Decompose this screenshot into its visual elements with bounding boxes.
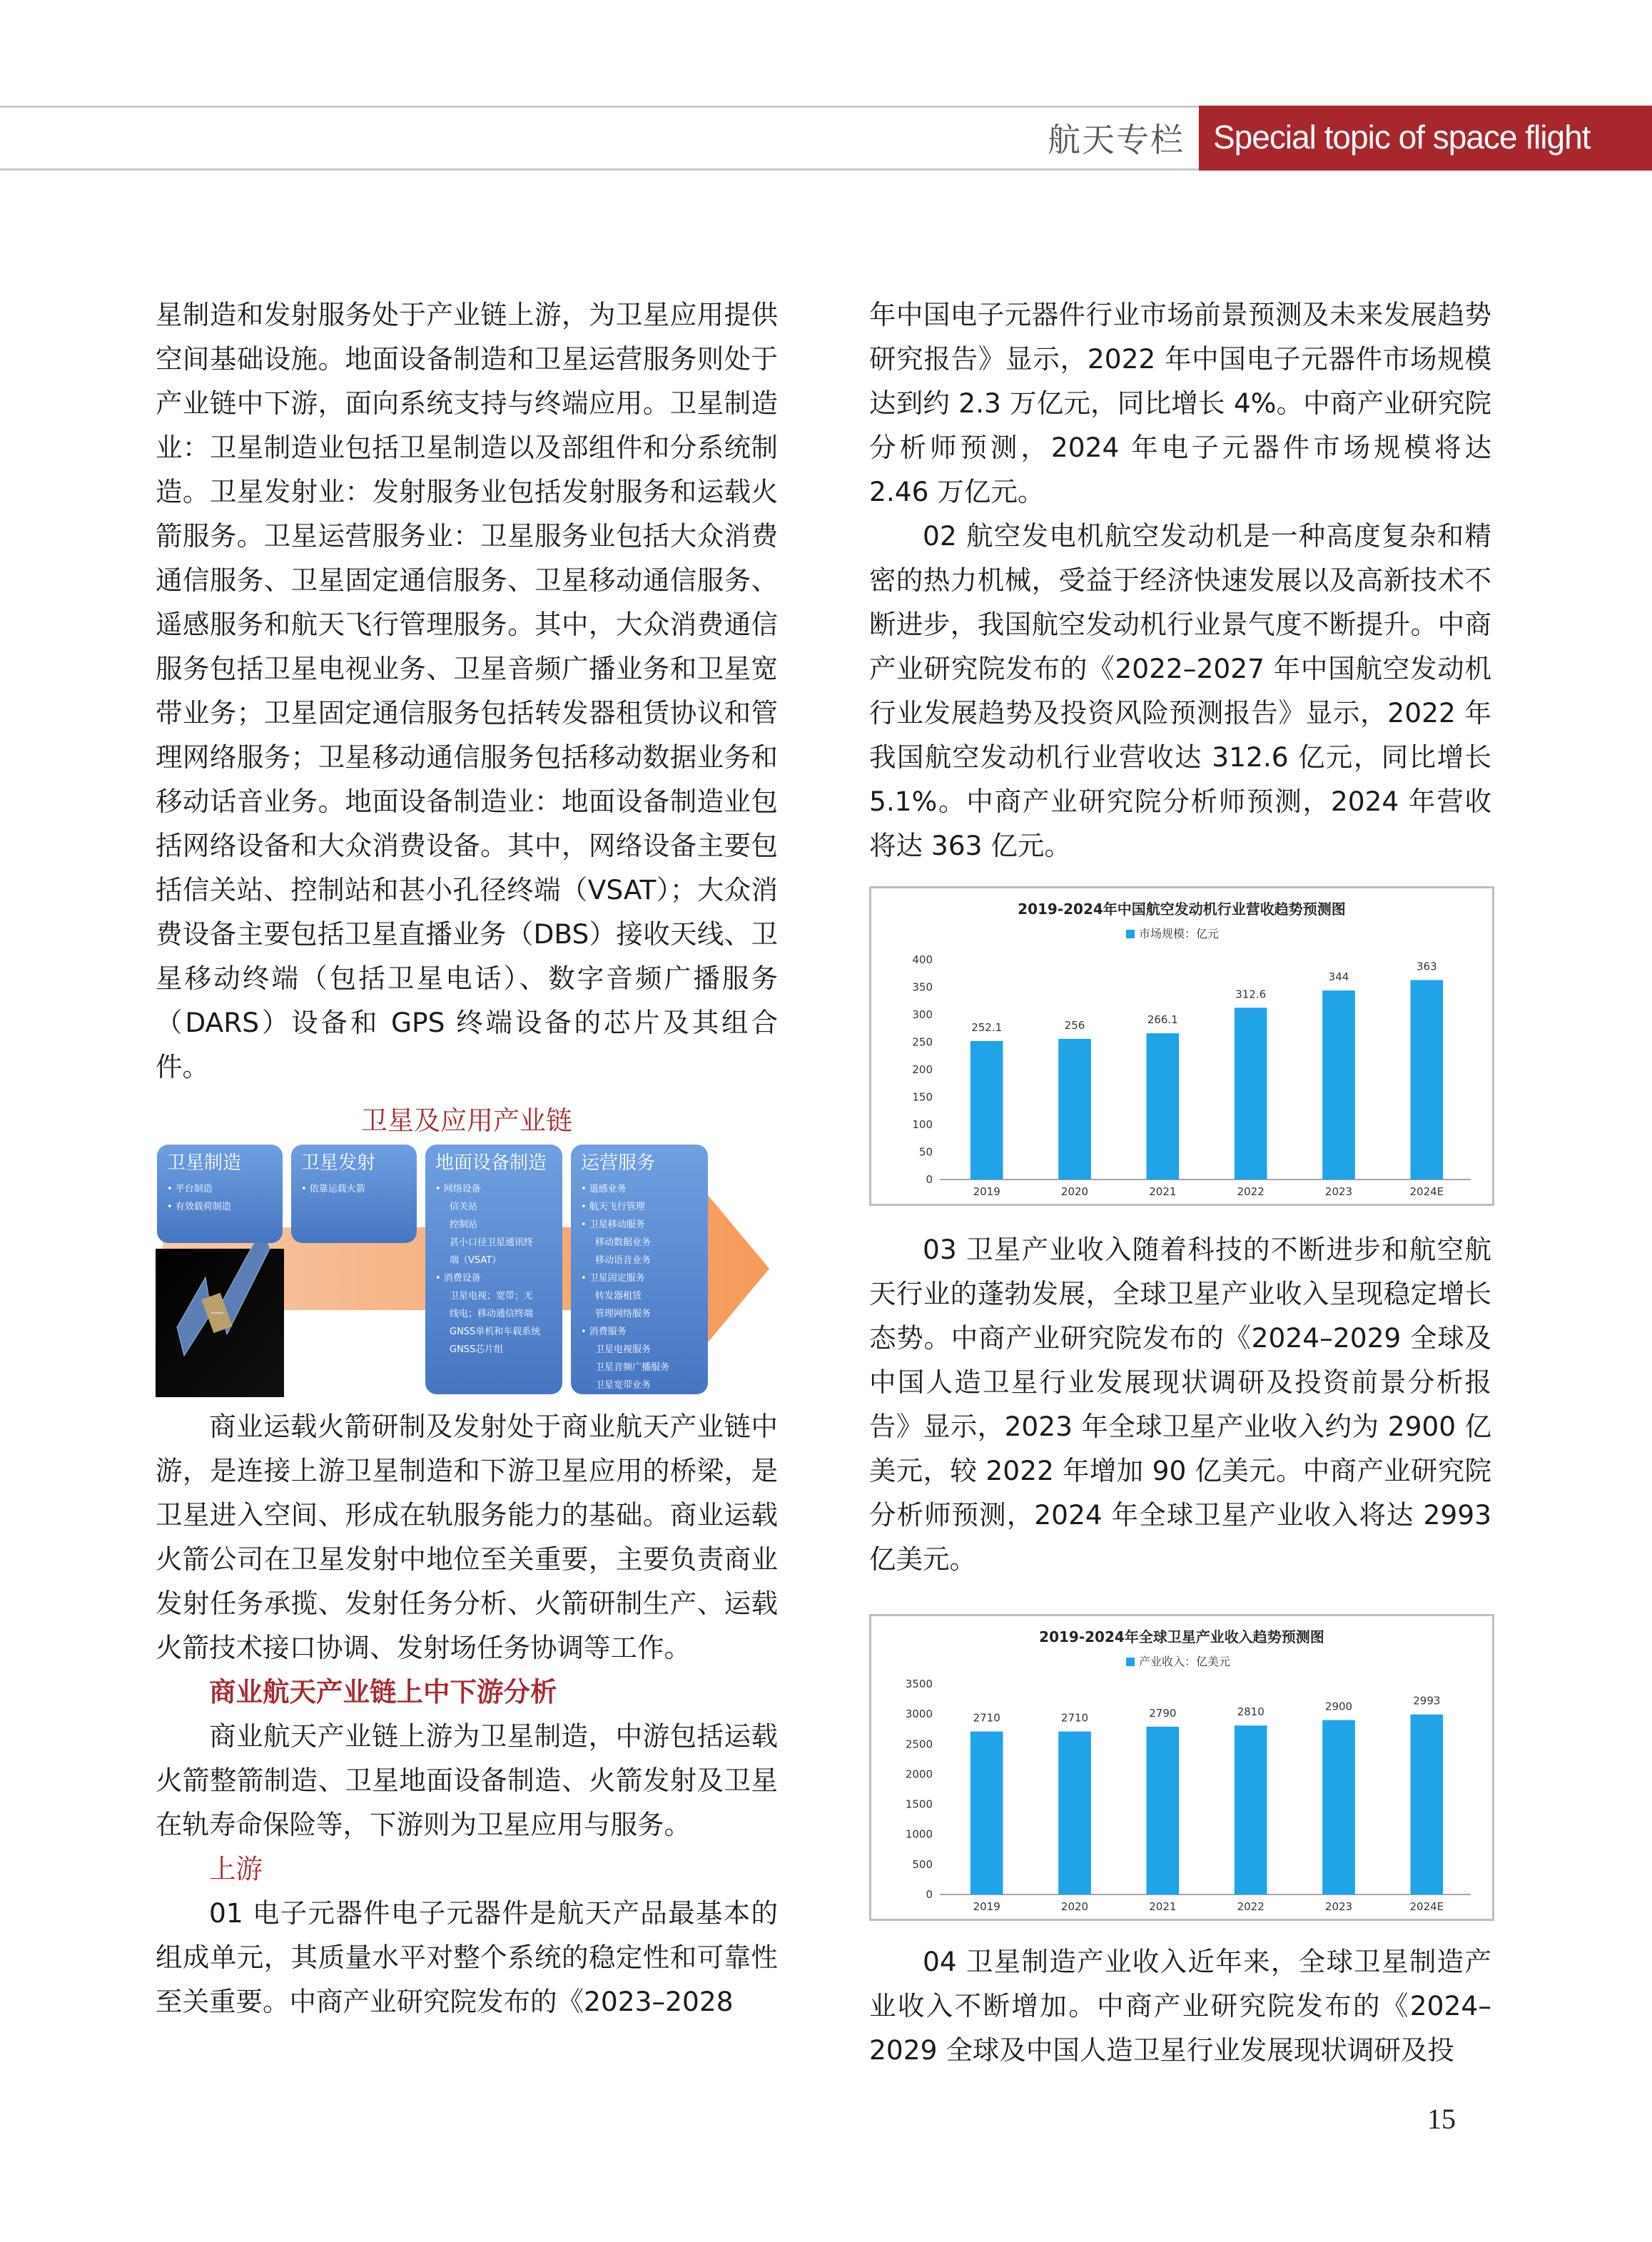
y-tick-label: 250 [912,1035,933,1049]
paragraph: 01 电子元器件电子元器件是航天产品最基本的组成单元，其质量水平对整个系统的稳定性和可靠性至关重要。中商产业研究院发布的《2023–2028 [156,1897,778,2017]
left-column-top [156,293,778,1089]
header-english-title: Special topic of space flight [1213,118,1591,156]
y-tick-label: 150 [912,1090,933,1104]
subsection-heading: 上游 [209,1853,263,1885]
chain-box-item: GNSS芯片组 [450,1344,504,1355]
x-tick-label: 2021 [1149,1900,1177,1913]
y-tick-label: 50 [918,1145,933,1159]
chain-box-item: • 消费设备 [435,1273,481,1284]
right-column-top [869,293,1491,868]
page-number: 15 [1427,2103,1456,2135]
y-tick-label: 300 [912,1008,933,1021]
paragraph: 年中国电子元器件行业市场前景预测及未来发展趋势研究报告》显示，2022 年中国电子元器件市场规模达到约 2.3 万亿元，同比增长 4%。中商产业研究院分析师预测，2024 年电子元器件市场规模将达 2.46 万亿元。 [869,299,1491,507]
bar-2021 [1147,1033,1180,1180]
header-rule-top [0,106,1199,108]
paragraph: 商业运载火箭研制及发射处于商业航天产业链中游，是连接上游卫星制造和下游卫星应用的桥梁，是卫星进入空间、形成在轨服务能力的基础。商业运载火箭公司在卫星发射中地位至关重要，主要负责商业发射任务承揽、发射任务分析、火箭研制生产、运载火箭技术接口协调、发射场任务协调等工作。 [156,1411,778,1663]
chain-box-1 [157,1145,283,1243]
chart-title: 2019-2024年中国航空发动机行业营收趋势预测图 [1018,901,1346,918]
bar-2024E [1411,980,1444,1180]
chain-box-item: • 航天飞行管理 [581,1202,645,1212]
data-label: 2993 [1413,1694,1441,1708]
y-tick-label: 350 [912,980,933,994]
chain-box-title: 卫星制造 [167,1152,242,1174]
left-column-bottom [156,1404,778,2024]
chain-box-4 [571,1145,708,1394]
header-column-title: 航天专栏 [1048,121,1185,159]
x-tick-label: 2021 [1149,1185,1177,1198]
chain-box-item: 信关站 [450,1202,478,1212]
chart-legend [1126,927,1219,940]
y-tick-label: 0 [926,1888,933,1901]
engine-revenue-chart [869,886,1494,1206]
x-tick-label: 2024E [1409,1185,1444,1198]
paragraph: 商业航天产业链上游为卫星制造，中游包括运载火箭整箭制造、卫星地面设备制造、火箭发射及卫星在轨寿命保险等，下游则为卫星应用与服务。 [156,1720,778,1840]
bar-2023 [1322,990,1355,1180]
data-label: 312.6 [1235,988,1267,1001]
x-tick-label: 2020 [1060,1185,1089,1198]
y-tick-label: 3500 [905,1678,933,1690]
chart-title: 2019-2024年全球卫星产业收入趋势预测图 [1039,1628,1324,1645]
data-label: 256 [1064,1018,1085,1032]
y-tick-label: 3000 [905,1708,933,1721]
y-tick-label: 2000 [905,1767,933,1781]
bar-2024E [1411,1715,1444,1894]
x-tick-label: 2022 [1237,1185,1265,1198]
engine-revenue-chart-svg [871,888,1492,1204]
y-tick-label: 0 [926,1173,933,1186]
x-tick-label: 2024E [1409,1900,1444,1913]
paragraph: 星制造和发射服务处于产业链上游，为卫星应用提供空间基础设施。地面设备制造和卫星运营服务则处于产业链中下游，面向系统支持与终端应用。卫星制造业：卫星制造业包括卫星制造以及部组件和分系统制造。卫星发射业：发射服务业包括发射服务和运载火箭服务。卫星运营服务业：卫星服务业包括大众消费通信服务、卫星固定通信服务、卫星移动通信服务、遥感服务和航天飞行管理服务。其中，大众消费通信服务包括卫星电视业务、卫星音频广播业务和卫星宽带业务；卫星固定通信服务包括转发器租赁协议和管理网络服务；卫星移动通信服务包括移动数据业务和移动话音业务。地面设备制造业：地面设备制造业包括网络设备和大众消费设备。其中，网络设备主要包括信关站、控制站和甚小孔径终端（VSAT）；大众消费设备主要包括卫星直播业务（DBS）接收天线、卫星移动终端（包括卫星电话）、数字音频广播服务（DARS）设备和 GPS 终端设备的芯片及其组合件。 [156,299,778,1082]
chain-box-item: • 遥感业务 [581,1184,627,1194]
data-label: 266.1 [1147,1013,1178,1027]
y-tick-label: 1500 [905,1797,933,1811]
legend-swatch [1126,1658,1135,1666]
section-heading: 商业航天产业链上中下游分析 [209,1676,557,1708]
bar-2022 [1235,1008,1267,1180]
chain-box-item: 甚小口径卫星通讯终 [450,1237,534,1248]
paragraph: 04 卫星制造产业收入近年来，全球卫星制造产业收入不断增加。中商产业研究院发布的《2024–2029 全球及中国人造卫星行业发展现状调研及投 [869,1946,1491,2066]
data-label: 2710 [1060,1711,1089,1725]
industry-chain-figure [156,1142,776,1397]
chain-box-title: 地面设备制造 [435,1152,547,1174]
legend-label: 市场规模：亿元 [1139,927,1220,940]
chain-box-item: 卫星音频广播服务 [595,1362,670,1373]
legend-label: 产业收入：亿美元 [1139,1655,1231,1668]
x-tick-label: 2020 [1060,1900,1089,1913]
data-label: 363 [1417,960,1437,973]
right-column-middle [869,1227,1491,1581]
figure-title: 卫星及应用产业链 [361,1105,572,1136]
paragraph: 02 航空发电机航空发动机是一种高度复杂和精密的热力机械，受益于经济快速发展以及高新技术不断进步，我国航空发动机行业景气度不断提升。中商产业研究院发布的《2022–2027 年中国航空发动机行业发展趋势及投资风险预测报告》显示，2022 年我国航空发动机行业营收达 312.6 亿元，同比增长 5.1%。中商产业研究院分析师预测，2024 年营收将达 363 亿元。 [869,520,1491,861]
chain-box-item: • 依靠运载火箭 [301,1184,365,1194]
satellite-revenue-chart [869,1614,1494,1921]
bar-2022 [1235,1725,1267,1894]
chain-box-item: 移动语音业务 [595,1255,652,1266]
chain-box-item: 卫星电视；宽带；无 [450,1291,534,1302]
y-tick-label: 200 [912,1063,933,1076]
data-label: 2810 [1237,1705,1265,1719]
bar-2019 [971,1732,1003,1894]
industry-chain-diagram [156,1142,776,1397]
right-column-bottom [869,1939,1491,2072]
y-tick-label: 500 [912,1857,933,1871]
chain-box-2 [291,1145,417,1243]
x-tick-label: 2023 [1324,1900,1353,1913]
bar-2021 [1147,1727,1180,1894]
x-tick-label: 2019 [973,1900,1000,1913]
bar-2020 [1058,1732,1091,1894]
chain-box-title: 卫星发射 [301,1152,376,1174]
chain-box-item: • 卫星固定服务 [581,1273,645,1284]
data-label: 2900 [1324,1700,1353,1713]
chain-box-item: GNSS单机和车载系统 [450,1327,541,1337]
y-tick-label: 100 [912,1118,933,1131]
chain-box-item: • 有效载荷制造 [167,1202,231,1212]
chain-box-title: 运营服务 [581,1152,656,1174]
chain-box-item: • 平台制造 [167,1184,213,1194]
data-label: 2710 [973,1711,1000,1725]
chain-box-item: 卫星宽带业务 [595,1380,652,1391]
chain-box-item: 端（VSAT） [450,1255,502,1266]
chain-box-3 [425,1145,562,1394]
y-tick-label: 1000 [905,1827,933,1841]
chain-box-item: 转发器租赁 [595,1291,642,1302]
chain-box-item: 移动数据业务 [595,1237,652,1248]
chain-box-item: 线电；移动通信终端 [450,1309,534,1319]
y-tick-label: 400 [912,953,933,966]
y-tick-label: 2500 [905,1738,933,1751]
x-tick-label: 2023 [1324,1185,1353,1198]
chart-legend [1126,1655,1230,1668]
bar-2023 [1322,1720,1355,1894]
data-label: 252.1 [971,1020,1003,1034]
chain-box-item: 控制站 [450,1219,478,1230]
chain-box-item: • 卫星移动服务 [581,1219,645,1230]
chain-box-item: • 消费服务 [581,1327,627,1337]
legend-swatch [1126,930,1135,938]
chain-box-item: 卫星电视服务 [595,1344,652,1355]
paragraph: 03 卫星产业收入随着科技的不断进步和航空航天行业的蓬勃发展，全球卫星产业收入呈现稳定增长态势。中商产业研究院发布的《2024–2029 全球及中国人造卫星行业发展现状调研及投资前景分析报告》显示，2023 年全球卫星产业收入约为 2900 亿美元，较 2022 年增加 90 亿美元。中商产业研究院分析师预测，2024 年全球卫星产业收入将达 2993 亿美元。 [869,1234,1491,1575]
x-tick-label: 2019 [973,1185,1000,1198]
chain-box-item: 管理网络服务 [595,1309,652,1319]
bar-2019 [971,1041,1003,1180]
satellite-revenue-chart-svg [871,1616,1492,1919]
bar-2020 [1058,1039,1091,1180]
chain-box-item: • 网络设备 [435,1184,481,1194]
data-label: 2790 [1149,1706,1177,1720]
header-rule-bottom [0,168,1199,171]
data-label: 344 [1328,970,1349,984]
x-tick-label: 2022 [1237,1900,1265,1913]
